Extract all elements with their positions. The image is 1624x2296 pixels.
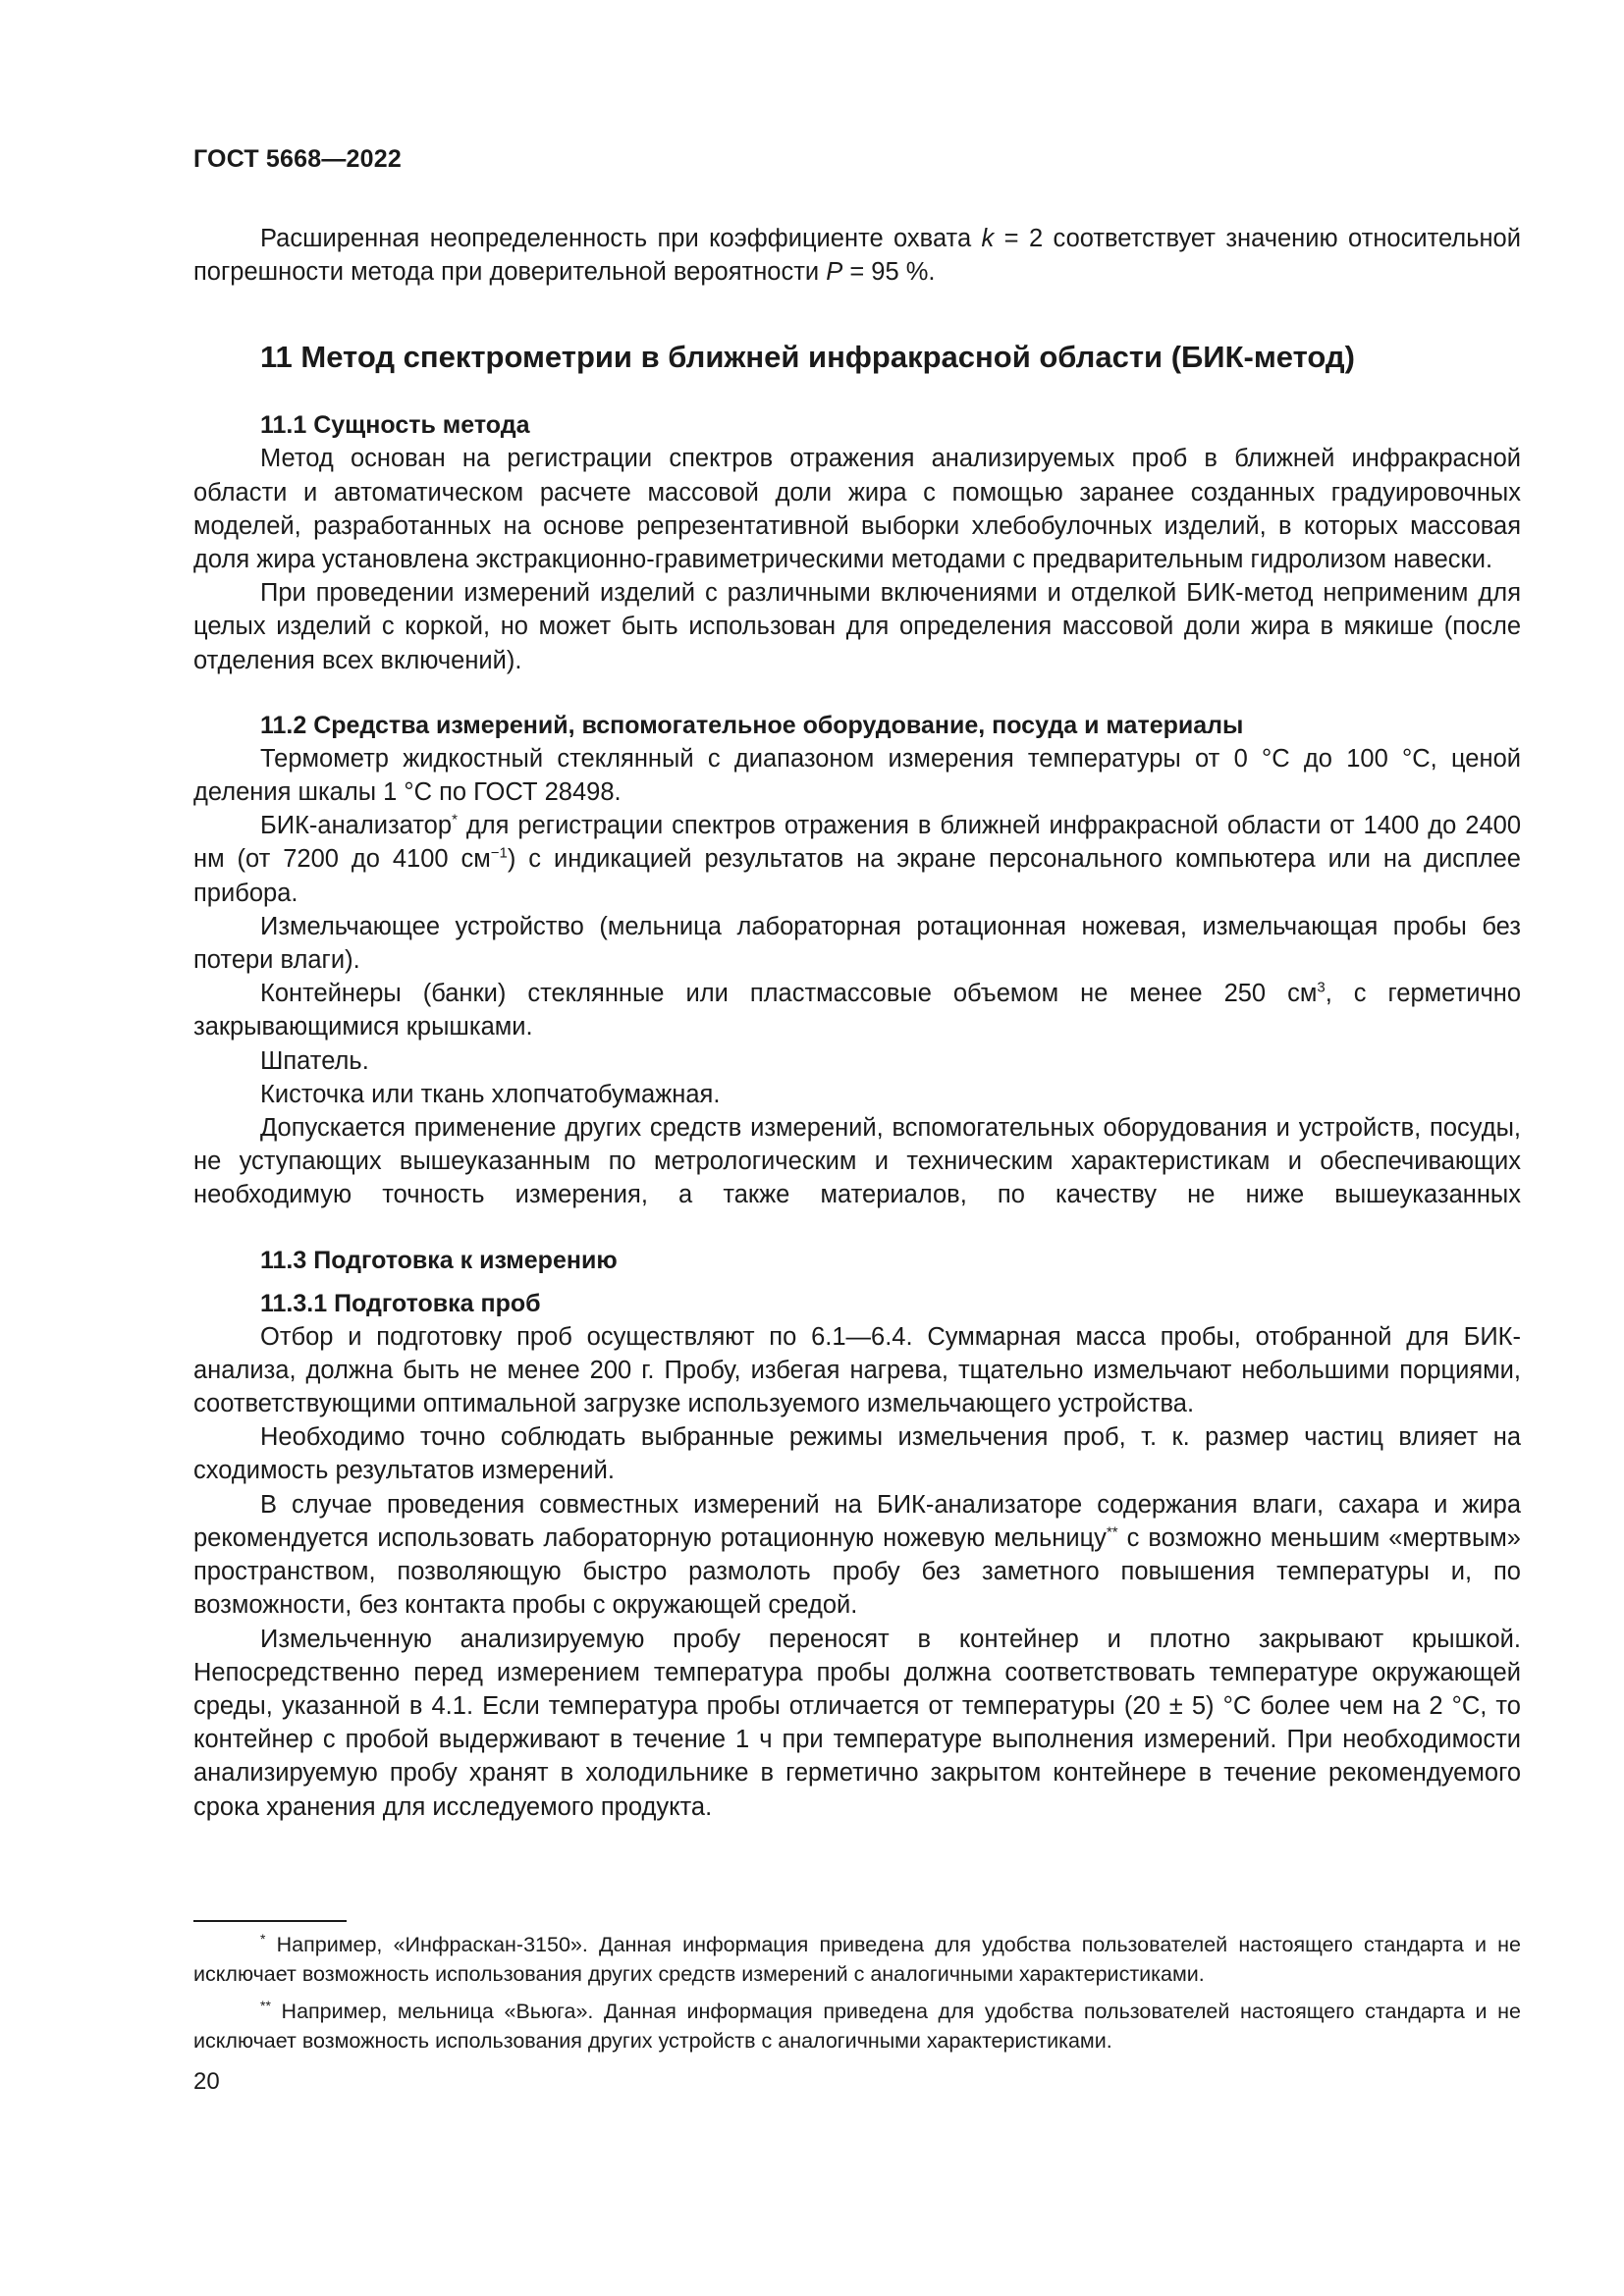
section-11-1-title: 11.1 Сущность метода — [260, 411, 530, 440]
section-11-3-1-paragraph-2: Необходимо точно соблюдать выбранные режимы измельчения проб, т. к. размер частиц влияет на сходимость результатов измерений. — [193, 1423, 1521, 1485]
section-11-3-1-paragraph-3 — [193, 1488, 1521, 1623]
section-11-2-thermometer: Термометр жидкостный стеклянный с диапазоном измерения температуры от 0 °С до 100 °С, ценой деления шкалы 1 °С по ГОСТ 28498. — [193, 744, 1521, 807]
footnote-2-text: Например, мельница «Вьюга». Данная информация приведена для удобства пользователей настоящего стандарта и не исключает возможность использования других устройств с аналогичными характеристиками. — [193, 2000, 1521, 2053]
footnote-ref-1: * — [452, 811, 458, 828]
section-11-3-1-title: 11.3.1 Подготовка проб — [260, 1289, 541, 1317]
nir-analyzer-text-b: для регистрации спектров отражения в ближней инфракрасной области от 1400 до 2400 нм (от 7200 до 4100 см — [193, 812, 1521, 874]
intro-text-c: = 95 %. — [842, 258, 936, 287]
section-11-title: 11 Метод спектрометрии в ближней инфракрасной области (БИК-метод) — [260, 340, 1355, 375]
coverage-factor-symbol: k — [981, 225, 995, 252]
section-11-1-paragraph-1: Метод основан на регистрации спектров отражения анализируемых проб в ближней инфракрасной области и автоматическом расчете массовой доли жира с помощью заранее созданных градуировочных моделей, разработанных на основе репрезентативной выборки хлебобулочных изделий, в которых массовая доля жира установлена экстракционно-гравиметрическими методами с предварительным гидролизом навески. — [193, 445, 1521, 574]
intro-text-b: = 2 соответствует значению относительной погрешности метода при доверительной вероятности — [193, 225, 1521, 287]
footnote-2 — [193, 1997, 1521, 2056]
footnote-1-text: Например, «Инфраскан-3150». Данная информация приведена для удобства пользователей настоящего стандарта и не исключает возможность использования других средств измерений с аналогичными характеристиками. — [193, 1933, 1521, 1986]
section-11-2-grinder: Измельчающее устройство (мельница лабораторная ротационная ножевая, измельчающая пробы без потери влаги). — [193, 912, 1521, 975]
mill-text-b: с возможно меньшим «мертвым» пространством, позволяющую быстро размолоть пробу без заметного повышения температуры и, по возможности, без контакта пробы с окружающей средой. — [193, 1523, 1521, 1620]
footnotes — [193, 1930, 1521, 2063]
footnote-1-mark: * — [260, 1930, 266, 1947]
footnote-2-mark: ** — [260, 1997, 271, 2013]
section-11-3-1-paragraph-4: Измельченную анализируемую пробу переносят в контейнер и плотно закрывают крышкой. Непосредственно перед измерением температура пробы должна соответствовать температуре окружающей среды, указанной в 4.1. Если температура пробы отличается от температуры (20 ± 5) °С более чем на 2 °С, то контейнер с пробой выдерживают в течение 1 ч при температуре выполнения измерений. При необходимости анализируемую пробу хранят в холодильнике в герметично закрытом контейнере в течение рекомендуемого срока хранения для исследуемого продукта. — [193, 1625, 1521, 1821]
nir-analyzer-text-a: БИК-анализатор — [260, 812, 453, 840]
section-11-2-alternatives: Допускается применение других средств измерений, вспомогательных оборудования и устройств, посуды, не уступающих вышеуказанным по метрологическим и техническим характеристикам и обеспечивающих необходимую точность измерения, а также материалов, по качеству не ниже вышеуказанных — [193, 1114, 1521, 1209]
footnote-ref-2: ** — [1106, 1523, 1118, 1541]
section-11-2-brush: Кисточка или ткань хлопчатобумажная. — [260, 1080, 721, 1108]
section-11-1-paragraph-2: При проведении измерений изделий с различными включениями и отделкой БИК-метод неприменим для целых изделий с коркой, но может быть использован для определения массовой доли жира в мякише (после отделения всех включений). — [193, 579, 1521, 674]
section-11-2-containers — [193, 977, 1521, 1043]
footnote-separator — [193, 1920, 347, 1922]
containers-text-a: Контейнеры (банки) стеклянные или пластмассовые объемом не менее 250 см — [260, 980, 1318, 1008]
mill-text-a: В случае проведения совместных измерений на БИК-анализаторе содержания влаги, сахара и жира рекомендуется использовать лабораторную ротационную ножевую мельницу — [193, 1490, 1521, 1552]
cubic-exponent: 3 — [1317, 979, 1326, 996]
intro-paragraph — [193, 222, 1521, 289]
section-11-2-spatula: Шпатель. — [260, 1046, 369, 1075]
probability-symbol: P — [826, 258, 843, 287]
footnote-1 — [193, 1930, 1521, 1989]
nir-analyzer-text-c: ) с индикацией результатов на экране персонального компьютера или на дисплее прибора. — [193, 845, 1521, 907]
section-11-2-title: 11.2 Средства измерений, вспомогательное оборудование, посуда и материалы — [260, 711, 1244, 739]
document-header-id: ГОСТ 5668—2022 — [193, 145, 402, 173]
section-11-3-title: 11.3 Подготовка к измерению — [260, 1246, 618, 1274]
page-number: 20 — [193, 2068, 220, 2095]
section-11-3-1-paragraph-1: Отбор и подготовку проб осуществляют по 6.1—6.4. Суммарная масса пробы, отобранной для БИК-анализа, должна быть не менее 200 г. Пробу, избегая нагрева, тщательно измельчают небольшими порциями, соответствующими оптимальной загрузке используемого измельчающего устройства. — [193, 1322, 1521, 1418]
wavenumber-exponent: −1 — [490, 844, 508, 862]
document-body — [193, 222, 1521, 1824]
intro-text-a: Расширенная неопределенность при коэффициенте охвата — [260, 225, 982, 252]
containers-text-b: , с герметично закрывающимися крышками. — [193, 980, 1521, 1041]
section-11-2-nir-analyzer — [193, 809, 1521, 910]
